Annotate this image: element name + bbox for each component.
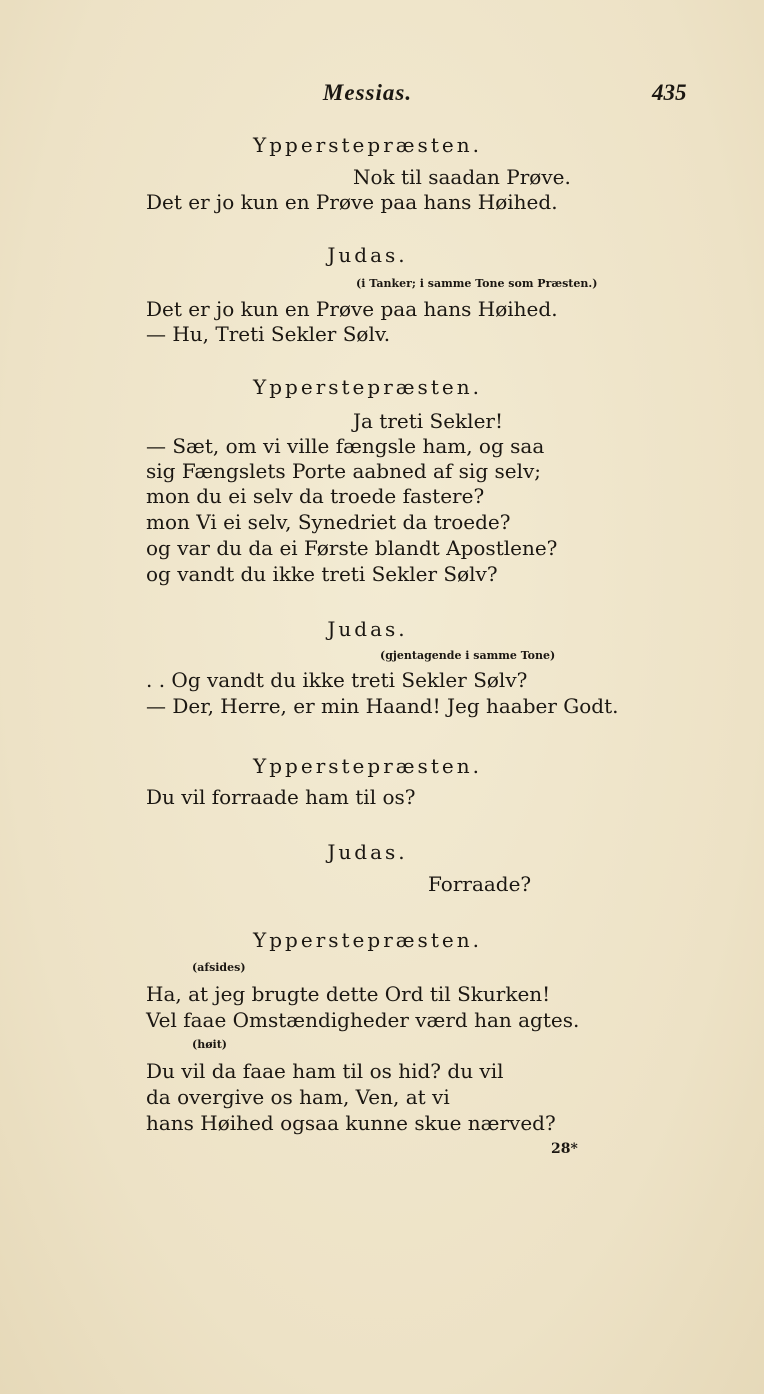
speaker-name: Ypperstepræsten. (253, 133, 482, 157)
verse-line: Det er jo kun en Prøve paa hans Høihed. (146, 297, 558, 321)
verse-line: — Sæt, om vi ville fængsle ham, og saa (146, 434, 545, 458)
stage-direction: (høit) (192, 1038, 228, 1051)
verse-line: mon du ei selv da troede fastere? (146, 484, 485, 508)
verse-line: — Der, Herre, er min Haand! Jeg haaber Godt. (146, 694, 619, 718)
verse-line: Ja treti Sekler! (353, 409, 504, 433)
verse-line: Forraade? (428, 872, 532, 896)
running-head-title: Messias. (322, 80, 413, 105)
verse-line: Ha, at jeg brugte dette Ord til Skurken! (146, 982, 551, 1006)
page-number: 435 (652, 80, 687, 105)
stage-direction: (afsides) (192, 961, 246, 974)
verse-line: da overgive os ham, Ven, at vi (146, 1085, 450, 1109)
speaker-name: Ypperstepræsten. (253, 375, 482, 399)
verse-line: Nok til saadan Prøve. (353, 165, 571, 189)
verse-line: . . Og vandt du ikke treti Sekler Sølv? (146, 668, 528, 692)
speaker-name: Judas. (327, 840, 408, 864)
verse-line: hans Høihed ogsaa kunne skue nærved? (146, 1111, 556, 1135)
stage-direction: (gjentagende i samme Tone) (380, 649, 556, 662)
verse-line: Det er jo kun en Prøve paa hans Høihed. (146, 190, 558, 214)
verse-line: og vandt du ikke treti Sekler Sølv? (146, 562, 498, 586)
verse-line: — Hu, Treti Sekler Sølv. (146, 322, 391, 346)
speaker-name: Ypperstepræsten. (253, 928, 482, 952)
verse-line: mon Vi ei selv, Synedriet da troede? (146, 510, 511, 534)
stage-direction: (i Tanker; i samme Tone som Præsten.) (356, 277, 598, 290)
verse-line: sig Fængslets Porte aabned af sig selv; (146, 459, 542, 483)
verse-line: Vel faae Omstændigheder værd han agtes. (146, 1008, 580, 1032)
speaker-name: Ypperstepræsten. (253, 754, 482, 778)
verse-line: og var du da ei Første blandt Apostlene? (146, 536, 558, 560)
verse-line: Du vil da faae ham til os hid? du vil (146, 1059, 504, 1083)
verse-line: Du vil forraade ham til os? (146, 785, 416, 809)
speaker-name: Judas. (327, 243, 408, 267)
speaker-name: Judas. (327, 617, 408, 641)
signature-mark: 28* (551, 1141, 578, 1157)
